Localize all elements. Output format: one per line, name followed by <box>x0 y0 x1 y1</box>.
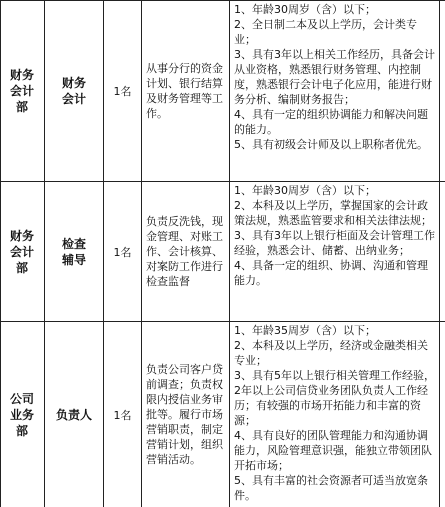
position-cell <box>45 1 104 181</box>
duties-text: 从事分行的资金计划、银行结算及财务管理等工作。 <box>146 62 223 120</box>
count-cell <box>104 182 142 321</box>
requirement-item: 2、本科及以上学历，经济或金融类相关专业； <box>234 339 428 367</box>
department-cell <box>0 182 45 321</box>
position-text: 负责人 <box>55 407 92 422</box>
count-text: 1名 <box>113 85 132 98</box>
department-text: 财务 会计 部 <box>9 68 34 114</box>
department-cell <box>0 1 45 181</box>
requirements-list <box>234 323 435 503</box>
duties-cell <box>142 1 230 181</box>
requirement-item: 3、具有5年以上银行相关管理工作经验，2年以上公司信贷业务团队负责人工作经历；有较强的市场开拓能力和丰富的资源； <box>234 369 435 427</box>
requirements-cell <box>230 182 440 321</box>
requirement-item: 1、年龄30周岁（含）以下； <box>234 184 376 197</box>
requirement-item: 3、具有3年以上相关工作经历，具备会计从业资格，熟悉银行财务管理、内控制度，熟悉银行会计电子化应用，能进行财务分析、编制财务报告； <box>234 48 435 106</box>
duties-cell <box>142 322 230 507</box>
requirement-item: 4、具有一定的组织协调能力和解决问题的能力。 <box>234 108 428 136</box>
requirement-item: 4、具有良好的团队管理能力和沟通协调能力，风险管理意识强，能独立带领团队开拓市场； <box>234 429 432 472</box>
requirement-item: 2、全日制二本及以上学历，会计类专业； <box>234 18 417 46</box>
requirement-item: 4、具备一定的组织、协调、沟通和管理能力。 <box>234 259 428 287</box>
requirements-list <box>234 2 435 152</box>
position-cell <box>45 322 104 507</box>
table-row <box>0 0 445 181</box>
requirement-item: 1、年龄30周岁（含）以下； <box>234 3 376 16</box>
count-text: 1名 <box>113 245 132 259</box>
table-row <box>0 321 445 507</box>
department-cell <box>0 322 45 507</box>
position-text: 财务 会计 <box>61 76 86 106</box>
duties-text: 负责反洗钱，现金管理、对账工作、会计核算、对案防工作进行检查监督 <box>146 215 223 288</box>
requirement-item: 5、具有初级会计师及以上职称者优先。 <box>234 138 428 151</box>
requirement-item: 1、年龄35周岁（含）以下； <box>234 324 376 337</box>
requirements-list <box>234 183 435 288</box>
duties-text: 负责公司客户贷前调查；负责权限内授信业务审批等。履行市场营销职责，制定营销计划，组织营销活动。 <box>146 363 223 466</box>
department-text: 财务 会计 部 <box>9 228 34 275</box>
table-row <box>0 181 445 321</box>
count-cell <box>104 1 142 181</box>
position-cell <box>45 182 104 321</box>
count-cell <box>104 322 142 507</box>
requirement-item: 3、具有3年以上银行柜面及会计管理工作经验，熟悉会计、储蓄、出纳业务； <box>234 229 435 257</box>
position-text: 检查 辅导 <box>61 236 86 267</box>
requirements-cell <box>230 1 440 181</box>
count-text: 1名 <box>113 408 132 422</box>
requirement-item: 2、本科及以上学历，掌握国家的会计政策法规，熟悉监管要求和相关法律法规； <box>234 199 432 227</box>
duties-cell <box>142 182 230 321</box>
department-text: 公司 业务 部 <box>9 391 34 438</box>
requirement-item: 5、具有丰富的社会资源者可适当放宽条件。 <box>234 474 428 502</box>
requirements-cell <box>230 322 440 507</box>
